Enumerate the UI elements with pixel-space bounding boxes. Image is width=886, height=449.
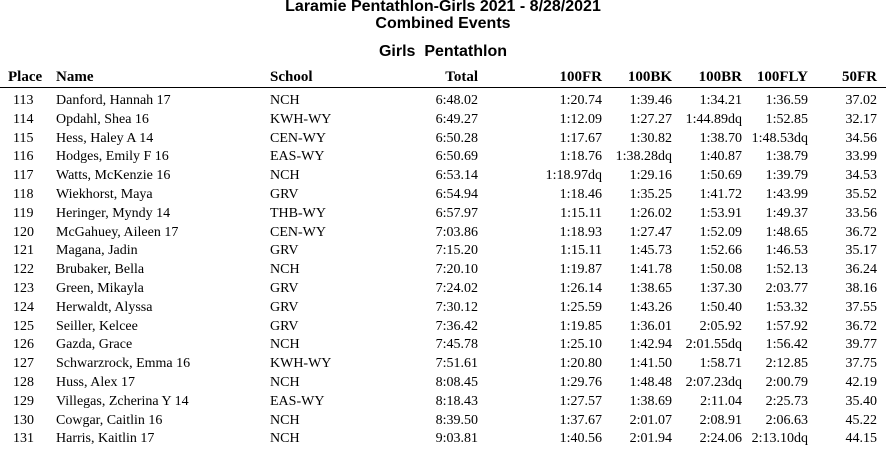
cell-fly100: 1:48.53dq	[751, 130, 808, 146]
cell-school: GRV	[270, 318, 299, 334]
cell-br100: 2:07.23dq	[685, 374, 742, 390]
column-header-100br: 100BR	[698, 69, 742, 85]
cell-name: Green, Mikayla	[56, 280, 144, 296]
cell-fly100: 2:13.10dq	[751, 431, 808, 447]
cell-fr50: 34.56	[845, 130, 877, 146]
cell-name: Harris, Kaitlin 17	[56, 431, 155, 447]
cell-school: EAS-WY	[270, 149, 325, 165]
cell-name: Heringer, Myndy 14	[56, 205, 171, 221]
cell-name: Danford, Hannah 17	[56, 93, 171, 108]
cell-bk100: 1:26.02	[629, 205, 672, 221]
cell-name: Hodges, Emily F 16	[56, 149, 169, 165]
cell-bk100: 1:30.82	[629, 130, 672, 146]
table-row	[0, 167, 886, 186]
cell-school: NCH	[270, 168, 300, 184]
cell-fr50: 35.52	[845, 186, 877, 202]
cell-name: Schwarzrock, Emma 16	[56, 356, 191, 372]
cell-br100: 2:01.55dq	[685, 337, 742, 353]
cell-bk100: 1:38.28dq	[615, 149, 672, 165]
cell-name: Seiller, Kelcee	[56, 318, 138, 334]
cell-total: 8:18.43	[435, 393, 478, 409]
cell-br100: 1:34.21	[699, 93, 742, 108]
cell-br100: 1:44.89dq	[685, 111, 742, 127]
cell-br100: 1:50.40	[699, 299, 742, 315]
cell-school: GRV	[270, 299, 299, 315]
cell-fr100: 1:20.74	[559, 93, 602, 108]
cell-fly100: 1:53.32	[765, 299, 808, 315]
cell-bk100: 1:27.27	[629, 111, 672, 127]
cell-total: 7:36.42	[435, 318, 478, 334]
event-title: Girls Pentathlon	[378, 43, 507, 60]
cell-fly100: 1:43.99	[765, 186, 808, 202]
table-row	[0, 186, 886, 205]
cell-name: Herwaldt, Alyssa	[56, 299, 153, 315]
cell-fr100: 1:17.67	[559, 130, 602, 146]
cell-fr50: 44.15	[845, 431, 877, 447]
cell-bk100: 1:29.16	[629, 168, 672, 184]
cell-school: EAS-WY	[270, 393, 325, 409]
cell-fr50: 37.02	[845, 93, 877, 108]
cell-bk100: 2:01.07	[629, 412, 672, 428]
cell-total: 8:08.45	[435, 374, 478, 390]
cell-fr50: 42.19	[845, 374, 877, 390]
cell-bk100: 1:48.48	[629, 374, 672, 390]
cell-place: 130	[13, 412, 34, 428]
table-row	[0, 242, 886, 261]
table-row	[0, 280, 886, 299]
cell-fr50: 45.22	[845, 412, 877, 428]
cell-place: 124	[13, 299, 34, 315]
cell-name: McGahuey, Aileen 17	[56, 224, 179, 240]
cell-total: 6:50.69	[435, 149, 478, 165]
cell-place: 113	[13, 93, 34, 108]
cell-school: KWH-WY	[270, 356, 332, 372]
table-row	[0, 224, 886, 243]
table-row	[0, 336, 886, 355]
cell-school: GRV	[270, 243, 299, 259]
cell-fr50: 39.77	[845, 337, 877, 353]
column-header-total: Total	[445, 69, 478, 85]
cell-total: 7:20.10	[435, 262, 478, 278]
cell-fr100: 1:18.93	[559, 224, 602, 240]
cell-fly100: 1:52.85	[765, 111, 808, 127]
cell-fr50: 36.24	[845, 262, 877, 278]
cell-bk100: 1:36.01	[629, 318, 672, 334]
cell-total: 7:45.78	[435, 337, 478, 353]
cell-place: 122	[13, 262, 34, 278]
cell-name: Magana, Jadin	[56, 243, 138, 259]
cell-bk100: 1:39.46	[629, 93, 672, 108]
cell-name: Opdahl, Shea 16	[56, 111, 149, 127]
cell-fr100: 1:19.87	[559, 262, 602, 278]
table-row	[0, 299, 886, 318]
cell-fly100: 1:38.79	[765, 149, 808, 165]
cell-school: CEN-WY	[270, 224, 326, 240]
cell-fr100: 1:20.80	[559, 356, 602, 372]
cell-fr100: 1:25.59	[559, 299, 602, 315]
cell-fr50: 36.72	[845, 318, 877, 334]
column-header-place: Place	[8, 69, 43, 85]
cell-school: NCH	[270, 93, 300, 108]
cell-place: 117	[13, 168, 34, 184]
cell-fly100: 2:00.79	[765, 374, 808, 390]
cell-school: KWH-WY	[270, 111, 332, 127]
cell-school: NCH	[270, 262, 300, 278]
cell-place: 131	[13, 431, 34, 447]
cell-br100: 2:08.91	[699, 412, 742, 428]
table-row	[0, 412, 886, 431]
cell-br100: 2:11.04	[700, 393, 742, 409]
cell-bk100: 1:43.26	[629, 299, 672, 315]
cell-fr100: 1:25.10	[559, 337, 602, 353]
cell-br100: 1:50.08	[699, 262, 742, 278]
cell-fr50: 33.56	[845, 205, 877, 221]
cell-school: NCH	[270, 412, 300, 428]
table-row	[0, 148, 886, 167]
cell-total: 7:30.12	[435, 299, 478, 315]
header-rule	[0, 87, 886, 88]
cell-total: 6:57.97	[435, 205, 478, 221]
cell-fr50: 37.55	[845, 299, 877, 315]
table-row	[0, 430, 886, 449]
cell-fr100: 1:26.14	[559, 280, 602, 296]
cell-fly100: 1:57.92	[765, 318, 808, 334]
cell-fly100: 1:52.13	[765, 262, 808, 278]
cell-fly100: 1:56.42	[765, 337, 808, 353]
cell-fr100: 1:15.11	[560, 243, 602, 259]
cell-fly100: 1:46.53	[765, 243, 808, 259]
cell-fly100: 2:06.63	[765, 412, 808, 428]
cell-bk100: 1:42.94	[629, 337, 672, 353]
cell-br100: 1:52.09	[699, 224, 742, 240]
cell-fr100: 1:40.56	[559, 431, 602, 447]
column-header-100fr: 100FR	[559, 69, 602, 85]
cell-name: Cowgar, Caitlin 16	[56, 412, 163, 428]
cell-fly100: 2:25.73	[765, 393, 808, 409]
cell-place: 127	[13, 356, 34, 372]
cell-school: CEN-WY	[270, 130, 326, 146]
cell-br100: 2:24.06	[699, 431, 742, 447]
cell-fr100: 1:18.76	[559, 149, 602, 165]
table-row	[0, 205, 886, 224]
cell-br100: 1:50.69	[699, 168, 742, 184]
cell-total: 9:03.81	[435, 431, 478, 447]
cell-place: 121	[13, 243, 34, 259]
column-header-100fly: 100FLY	[756, 69, 808, 85]
cell-total: 6:54.94	[435, 186, 478, 202]
cell-place: 118	[13, 186, 34, 202]
table-row	[0, 111, 886, 130]
cell-fr50: 34.53	[845, 168, 877, 184]
cell-fr50: 35.17	[845, 243, 877, 259]
cell-school: NCH	[270, 337, 300, 353]
cell-total: 6:49.27	[435, 111, 478, 127]
cell-fr100: 1:27.57	[559, 393, 602, 409]
cell-total: 7:03.86	[435, 224, 478, 240]
cell-name: Huss, Alex 17	[56, 374, 135, 390]
cell-total: 7:51.61	[435, 356, 478, 372]
cell-total: 6:50.28	[435, 130, 478, 146]
cell-br100: 2:05.92	[699, 318, 742, 334]
results-table	[0, 92, 886, 449]
cell-fr100: 1:18.97dq	[545, 168, 602, 184]
cell-total: 6:53.14	[435, 168, 478, 184]
column-header-50fr: 50FR	[842, 69, 877, 85]
meet-title: Laramie Pentathlon-Girls 2021 - 8/28/2021	[285, 0, 601, 15]
cell-br100: 1:53.91	[699, 205, 742, 221]
table-row	[0, 393, 886, 412]
cell-total: 8:39.50	[435, 412, 478, 428]
cell-fr50: 35.40	[845, 393, 877, 409]
cell-place: 115	[13, 130, 34, 146]
cell-bk100: 1:35.25	[629, 186, 672, 202]
cell-school: GRV	[270, 280, 299, 296]
cell-br100: 1:58.71	[699, 356, 742, 372]
cell-fr100: 1:29.76	[559, 374, 602, 390]
cell-place: 123	[13, 280, 34, 296]
cell-name: Hess, Haley A 14	[56, 130, 154, 146]
meet-subtitle: Combined Events	[375, 15, 511, 32]
cell-place: 129	[13, 393, 34, 409]
table-row	[0, 92, 886, 111]
cell-place: 128	[13, 374, 34, 390]
cell-bk100: 1:41.78	[629, 262, 672, 278]
cell-place: 120	[13, 224, 34, 240]
cell-name: Watts, McKenzie 16	[56, 168, 171, 184]
cell-fr100: 1:19.85	[559, 318, 602, 334]
cell-place: 119	[13, 205, 34, 221]
cell-place: 114	[13, 111, 34, 127]
cell-fr100: 1:12.09	[559, 111, 602, 127]
cell-total: 7:15.20	[435, 243, 478, 259]
cell-fly100: 1:49.37	[765, 205, 808, 221]
table-row	[0, 261, 886, 280]
cell-school: GRV	[270, 186, 299, 202]
cell-fr50: 37.75	[845, 356, 877, 372]
table-row	[0, 318, 886, 337]
cell-name: Gazda, Grace	[56, 337, 133, 353]
cell-bk100: 1:38.65	[629, 280, 672, 296]
cell-fr100: 1:37.67	[559, 412, 602, 428]
cell-name: Wiekhorst, Maya	[56, 186, 153, 202]
table-row	[0, 355, 886, 374]
cell-fly100: 1:48.65	[765, 224, 808, 240]
cell-place: 116	[13, 149, 34, 165]
cell-br100: 1:41.72	[699, 186, 742, 202]
column-header-school: School	[270, 69, 313, 85]
column-header-name: Name	[56, 69, 94, 85]
cell-fr50: 33.99	[845, 149, 877, 165]
cell-bk100: 1:41.50	[629, 356, 672, 372]
cell-fly100: 2:03.77	[765, 280, 808, 296]
cell-br100: 1:37.30	[699, 280, 742, 296]
cell-br100: 1:40.87	[699, 149, 742, 165]
cell-fr50: 36.72	[845, 224, 877, 240]
cell-br100: 1:38.70	[699, 130, 742, 146]
cell-bk100: 1:45.73	[629, 243, 672, 259]
cell-fly100: 1:39.79	[765, 168, 808, 184]
cell-place: 125	[13, 318, 34, 334]
cell-school: THB-WY	[270, 205, 326, 221]
cell-place: 126	[13, 337, 34, 353]
table-row	[0, 130, 886, 149]
cell-total: 7:24.02	[435, 280, 478, 296]
cell-total: 6:48.02	[435, 93, 478, 108]
cell-school: NCH	[270, 374, 300, 390]
cell-bk100: 1:38.69	[629, 393, 672, 409]
cell-name: Villegas, Zcherina Y 14	[56, 393, 189, 409]
cell-school: NCH	[270, 431, 300, 447]
cell-name: Brubaker, Bella	[56, 262, 145, 278]
cell-bk100: 1:27.47	[629, 224, 672, 240]
cell-fr100: 1:15.11	[560, 205, 602, 221]
table-row	[0, 374, 886, 393]
cell-fr50: 32.17	[845, 111, 877, 127]
cell-fr50: 38.16	[845, 280, 877, 296]
column-header-100bk: 100BK	[627, 69, 672, 85]
cell-fly100: 1:36.59	[765, 93, 808, 108]
cell-fly100: 2:12.85	[765, 356, 808, 372]
cell-bk100: 2:01.94	[629, 431, 672, 447]
cell-fr100: 1:18.46	[559, 186, 602, 202]
cell-br100: 1:52.66	[699, 243, 742, 259]
